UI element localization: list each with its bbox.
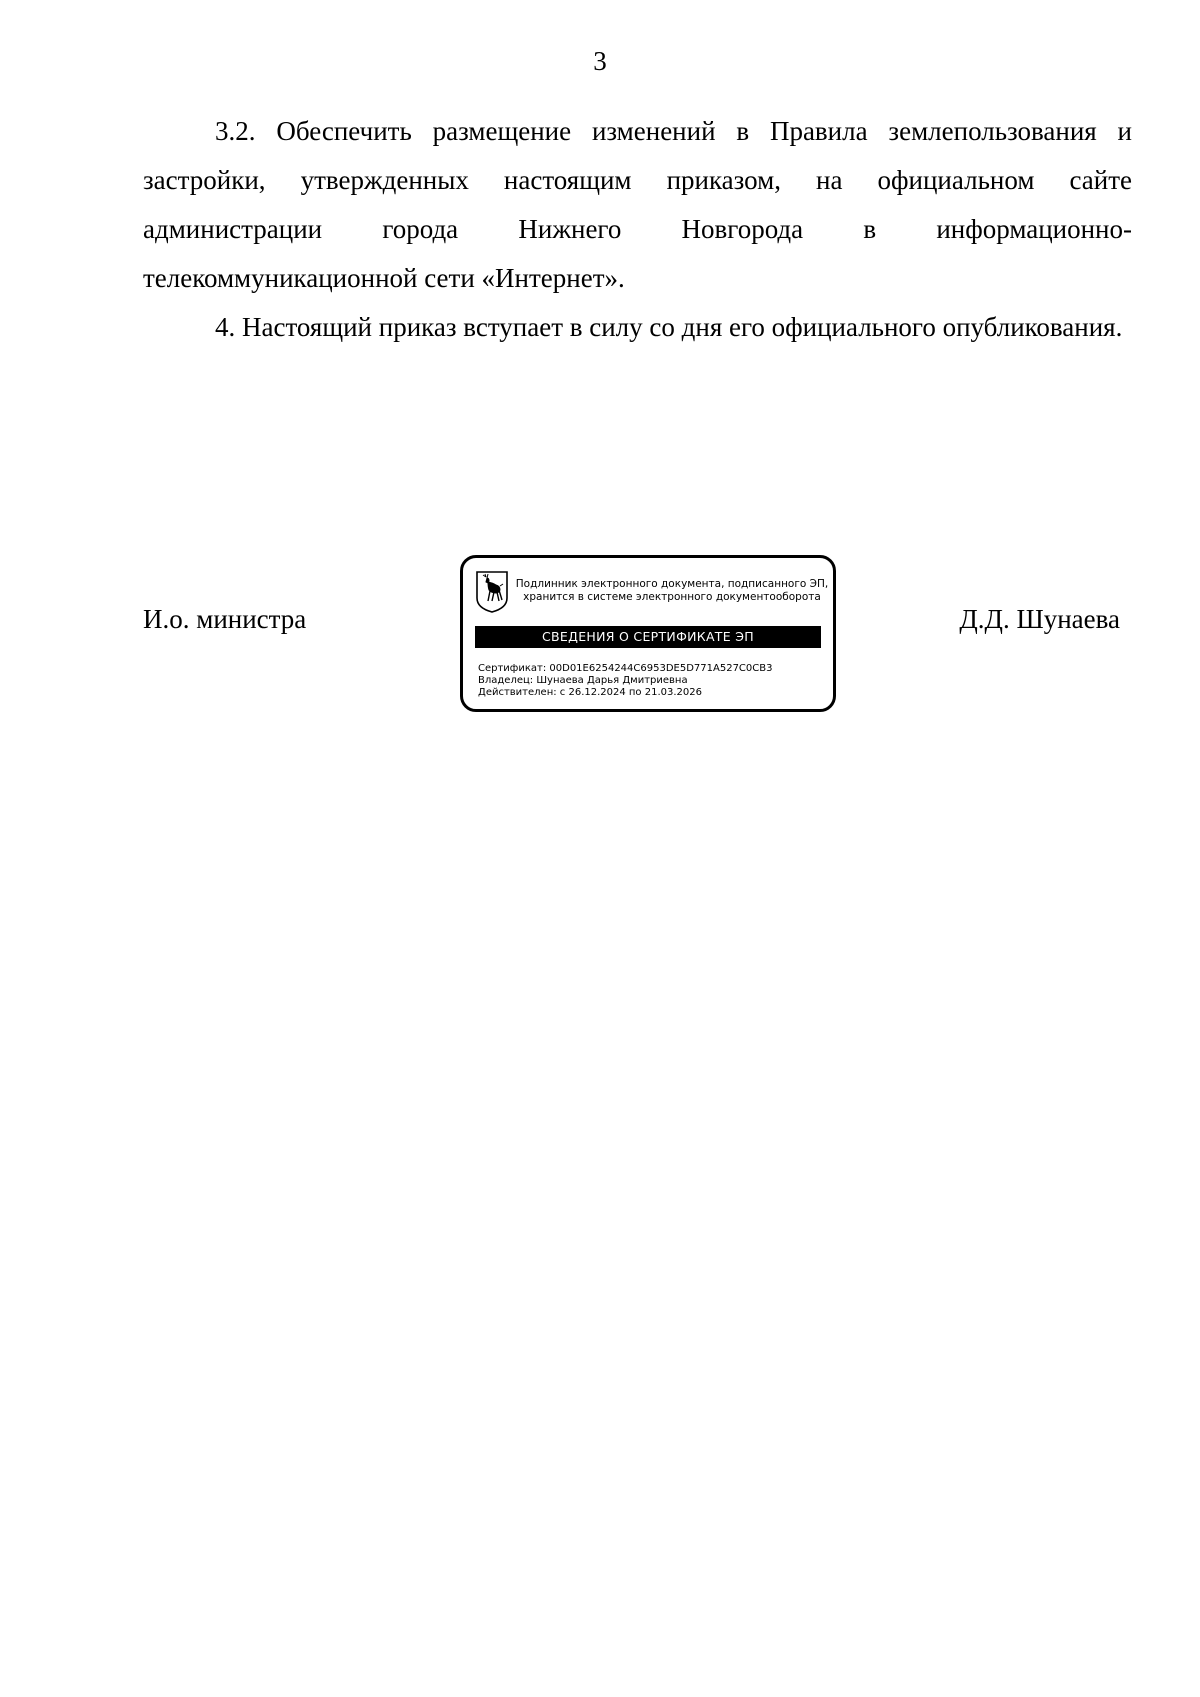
certificate-owner: Владелец: Шунаева Дарья Дмитриевна [478, 675, 688, 686]
certificate-validity: Действителен: с 26.12.2024 по 21.03.2026 [478, 687, 702, 698]
stamp-header [513, 578, 831, 604]
stamp-header-line1: Подлинник электронного документа, подписанного ЭП, [515, 578, 829, 590]
page-number: 3 [593, 46, 607, 76]
paragraph-4: 4. Настоящий приказ вступает в силу со дня его официального опубликования. [215, 312, 1123, 342]
stamp-header-line2: хранится в системе электронного документооборота [523, 591, 821, 603]
document-body [143, 107, 1132, 352]
stamp-certificate-title-bar: СВЕДЕНИЯ О СЕРТИФИКАТЕ ЭП [475, 626, 821, 648]
stamp-certificate-details [478, 663, 828, 699]
coat-of-arms-icon [475, 570, 509, 614]
certificate-number: Сертификат: 00D01E6254244C6953DE5D771A527C0CB3 [478, 663, 773, 674]
signatory-name: Д.Д. Шунаева [959, 604, 1120, 634]
electronic-signature-stamp [460, 555, 836, 712]
signatory-position: И.о. министра [143, 604, 307, 634]
paragraph-3-2: 3.2. Обеспечить размещение изменений в Правила землепользования и застройки, утвержденных настоящим приказом, на официальном сайте администрации города Нижнего Новгорода в информационно-телекоммуникационной сети «Интернет». [143, 116, 1132, 293]
